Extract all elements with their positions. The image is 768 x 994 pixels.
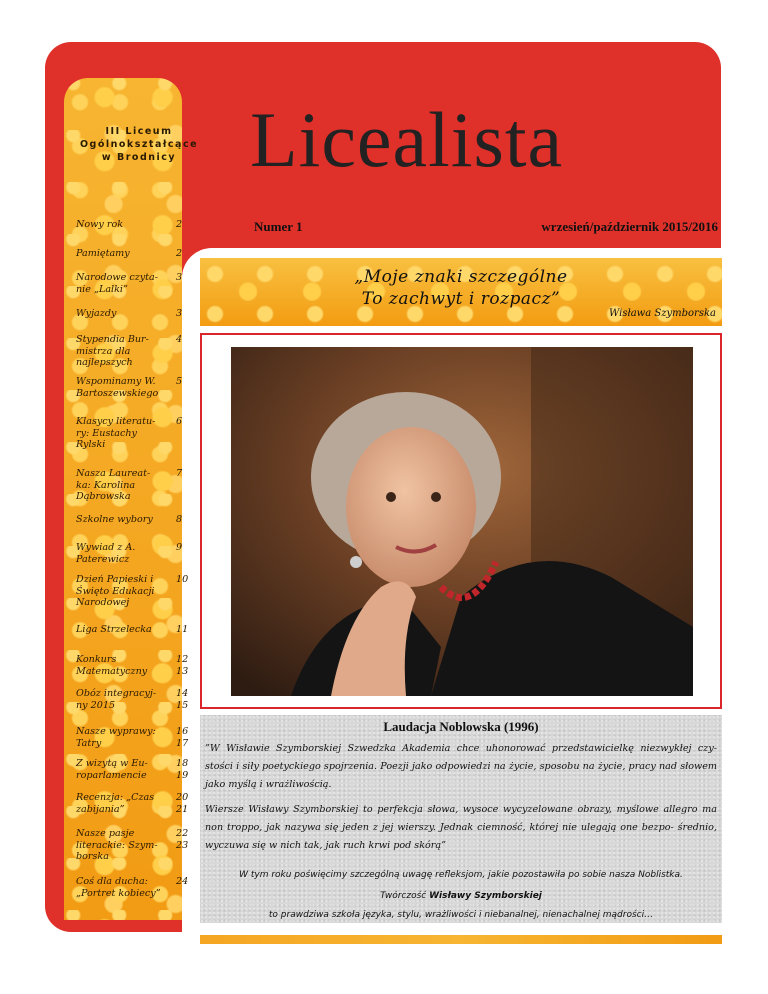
portrait-photo: [231, 347, 693, 696]
quote-banner: [200, 258, 722, 326]
quote-line-1: „Moje znaki szczególne: [354, 267, 568, 287]
newspaper-title: Licealista: [250, 96, 564, 183]
laudacja-box: [200, 715, 722, 923]
issue-date: wrzesień/październik 2015/2016: [541, 219, 718, 234]
photo-frame: [200, 333, 722, 709]
quote-text: [200, 266, 722, 310]
laudacja-note-1: W tym roku poświęcimy szczególną uwagę refleksjom, jakie pozostawiła po sobie nasza Noblistka.: [239, 870, 683, 880]
school-line-1: III Liceum: [105, 126, 173, 137]
school-line-3: w Brodnicy: [101, 152, 177, 163]
issue-number: Numer 1: [254, 219, 303, 234]
quote-author: Wisława Szymborska: [609, 308, 716, 319]
school-line-2: Ogólnokształcące: [79, 139, 199, 150]
school-name: [64, 125, 214, 164]
portrait-illustration: [231, 347, 693, 696]
bottom-decor-bar: [200, 935, 722, 944]
quote-line-2: To zachwyt i rozpacz”: [361, 289, 561, 309]
laudacja-note-2: Twórczość Wisławy Szymborskiej: [380, 891, 542, 901]
laudacja-paragraph-2: Wiersze Wisławy Szymborskiej to perfekcja słowa, wysoce wycyzelowane obrazy, myślowe allegro ma non troppo, jak nazywa się jeden z jej wierszy. Jednak ciemność, której nie ulegają one bezpo- średnio, wyczuwa się w nich tak, jak ruch krwi pod skórą”: [205, 804, 717, 851]
laudacja-note-3: to prawdziwa szkoła języka, stylu, wrażliwości i niebanalnej, nienachalnej mądrości…: [268, 910, 654, 920]
laudacja-paragraph-1: ”W Wisławie Szymborskiej Szwedzka Akademia chce uhonorować przedstawicielkę niezwykłej czy- stości i siły poetyckiego spojrzenia. Poezji jako odpowiedzi na życie, sposobu na życie, pracy nad słowem jako myślą i wrażliwością.: [205, 743, 717, 790]
laudacja-title: Laudacja Noblowska (1996): [383, 719, 539, 734]
laudacja-body: [205, 740, 717, 862]
